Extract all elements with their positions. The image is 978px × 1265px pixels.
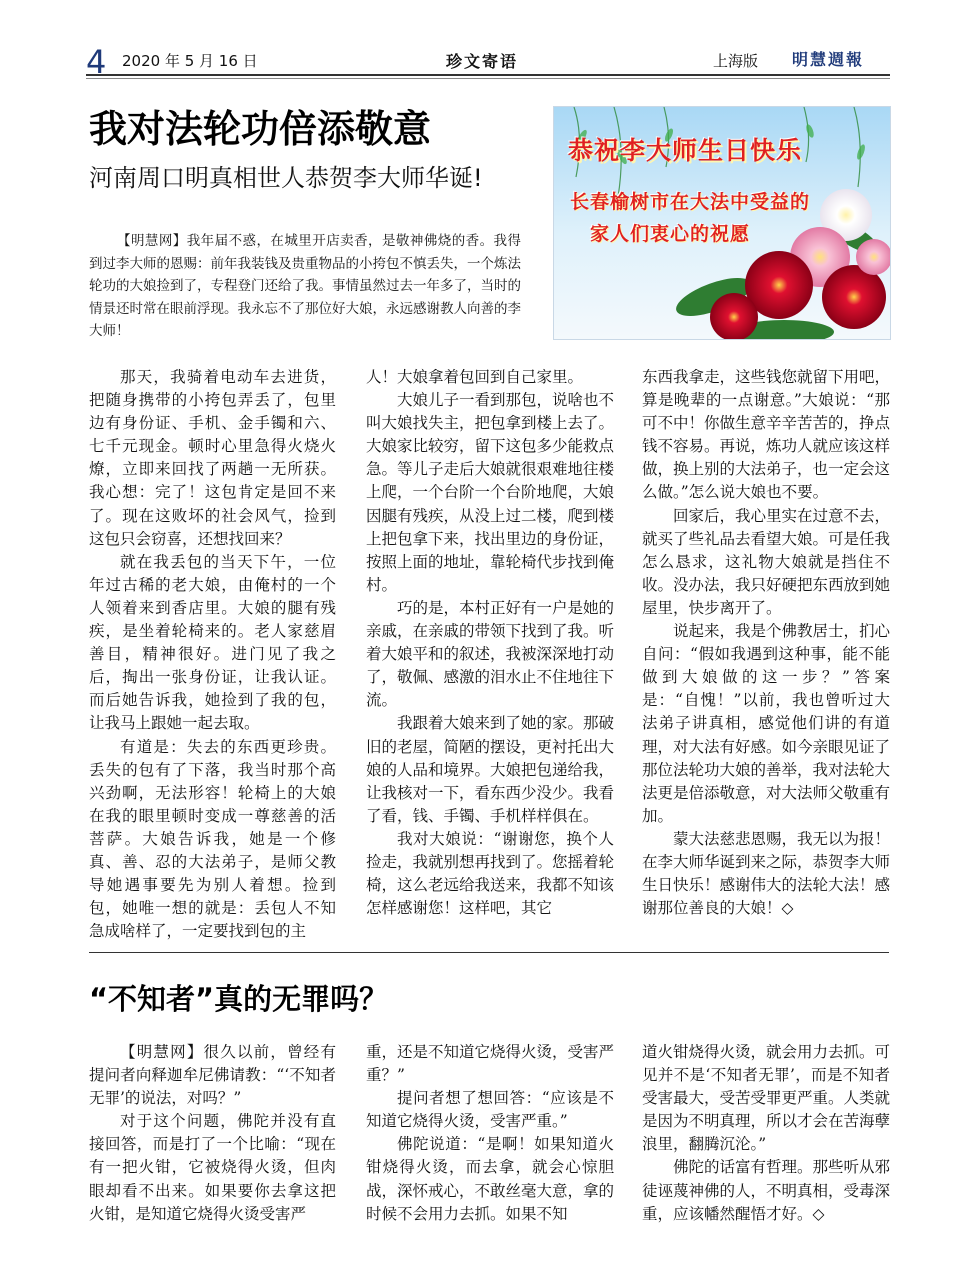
page-number: 4: [86, 43, 107, 81]
header-rule: [86, 74, 890, 76]
paragraph: 提问者想了想回答：“应该是不知道它烧得火烫，受害严重。”: [366, 1089, 614, 1131]
article1-column-1: [89, 366, 336, 943]
article2-column-2: [366, 1041, 614, 1226]
article2-column-3: [642, 1041, 890, 1226]
paragraph: 道火钳烧得火烫，就会用力去抓。可见并不是‘不知者无罪’，而是不知者受害最大，受苦受罪更严重。人类就是因为不明真理，所以才会在苦海孽浪里，翻腾沉沦。”: [642, 1043, 891, 1154]
paragraph: 对于这个问题，佛陀并没有直接回答，而是打了一个比喻：“现在有一把火钳，它被烧得火烫，但肉眼却看不出来。如果要你去拿这把火钳，是知道它烧得火烫受害严: [89, 1112, 336, 1223]
article-divider: [89, 952, 889, 953]
paragraph: 东西我拿走，这些钱您就留下用吧，算是晚辈的一点谢意。”大娘说：“那可不中！你做生意辛辛苦苦的，挣点钱不容易。再说，炼功人就应该这样做，换上别的大法弟子，也一定会这么做。”怎么说大娘也不要。: [642, 368, 891, 502]
paragraph: 蒙大法慈悲恩赐，我无以为报！在李大师华诞到来之际，恭贺李大师生日快乐！感谢伟大的法轮大法！感谢那位善良的大娘！◇: [642, 829, 891, 918]
article1-subtitle: 河南周口明真相世人恭贺李大师华诞!: [89, 164, 483, 192]
paragraph: 佛陀的话富有哲理。那些听从邪徒诬蔑神佛的人，不明真相，受毒深重，应该幡然醒悟才好。◇: [642, 1158, 891, 1223]
article1-column-3: [642, 366, 890, 920]
article1-intro: 【明慧网】我年届不惑，在城里开店卖香，是敬神佛烧的香。我得到过李大师的恩赐：前年我装钱及贵重物品的小挎包不慎丢失，一个炼法轮功的大娘捡到了，专程登门还给了我。事情虽然过去一年多了，当时的情景还时常在眼前浮现。我永忘不了那位好大娘，永远感谢教人向善的李大师！: [89, 233, 521, 339]
newspaper-brand: 明慧週報: [792, 50, 865, 69]
paragraph: 【明慧网】很久以前，曾经有提问者向释迦牟尼佛请教：“‘不知者无罪’的说法，对吗？”: [89, 1043, 336, 1108]
article2-column-1: [89, 1041, 336, 1226]
header-rule-thin: [86, 78, 890, 79]
paragraph: 我跟着大娘来到了她的家。那破旧的老屋，简陋的摆设，更衬托出大娘的人品和境界。大娘把包递给我，让我核对一下，看东西少没少。我看了看，钱、手镯、手机样样俱在。: [366, 714, 615, 825]
paragraph: 人！大娘拿着包回到自己家里。: [366, 368, 584, 386]
paragraph: 重，还是不知道它烧得火烫，受害严重？”: [366, 1043, 615, 1085]
paragraph: 大娘儿子一看到那包，说啥也不叫大娘找失主，把包拿到楼上去了。大娘家比较穷，留下这包多少能救点急。等儿子走后大娘就很艰难地往楼上爬，一个台阶一个台阶地爬，大娘因腿有残疾，从没上过二楼，爬到楼上把包拿下来，找出里边的身份证，按照上面的地址，靠轮椅代步找到俺村。: [366, 391, 615, 594]
paragraph: 就在我丢包的当天下午，一位年过古稀的老大娘，由俺村的一个人领着来到香店里。大娘的腿有残疾，是坐着轮椅来的。老人家慈眉善目，精神很好。进门见了我之后，掏出一张身份证，让我认证。而后她告诉我，她捡到了我的包，让我马上跟她一起去取。: [89, 552, 336, 733]
greeting-line-3: 家人们衷心的祝愿: [590, 223, 751, 245]
paragraph: 佛陀说道：“是啊！如果知道火钳烧得火烫，而去拿，就会心惊胆战，深怀戒心，不敢丝毫大意，拿的时候不会用力去抓。如果不知: [366, 1135, 615, 1223]
paragraph: 我对大娘说：“谢谢您，换个人捡走，我就别想再找到了。您摇着轮椅，这么老远给我送来，我都不知该怎样感谢您！这样吧，其它: [366, 829, 615, 918]
greeting-line-1: 恭祝李大师生日快乐: [568, 136, 803, 165]
paragraph: 巧的是，本村正好有一户是她的亲戚，在亲戚的带领下找到了我。听着大娘平和的叙述，我被深深地打动了，敬佩、感激的泪水止不住地往下流。: [366, 598, 615, 710]
paragraph: 回家后，我心里实在过意不去，就买了些礼品去看望大娘。可是任我怎么恳求，这礼物大娘就是挡住不收。没办法，我只好硬把东西放到她屋里，快步离开了。: [642, 506, 891, 617]
paragraph: 说起来，我是个佛教居士，扪心自问：“假如我遇到这种事，能不能做到大娘做的这一步？”答案是：“自愧！”以前，我也曾听过大法弟子讲真相，感觉他们讲的有道理，对大法有好感。如今亲眼见证了那位法轮功大娘的善举，我对法轮大法更是倍添敬意，对大法师父敬重有加。: [642, 622, 891, 825]
edition-label: 上海版: [713, 52, 759, 70]
birthday-greeting-image: [553, 106, 891, 340]
greeting-line-2: 长春榆树市在大法中受益的: [570, 191, 811, 213]
section-title: 珍文寄语: [446, 52, 519, 71]
issue-date: 2020 年 5 月 16 日: [122, 52, 258, 70]
article1-title: 我对法轮功倍添敬意: [89, 107, 432, 151]
paragraph: 有道是：失去的东西更珍贵。丢失的包有了下落，我当时那个高兴劲啊，无法形容！轮椅上的大娘在我的眼里顿时变成一尊慈善的活菩萨。大娘告诉我，她是一个修真、善、忍的大法弟子，是师父教导她遇事要先为别人着想。捡到包，她唯一想的就是：丢包人不知急成啥样了，一定要找到包的主: [89, 737, 336, 941]
article1-column-2: [366, 366, 614, 920]
paragraph: 那天，我骑着电动车去进货，把随身携带的小挎包弄丢了，包里边有身份证、手机、金手镯和六、七千元现金。顿时心里急得火烧火燎，立即来回找了两趟一无所获。我心想：完了！这包肯定是回不来了。现在这败坏的社会风气，捡到这包只会窃喜，还想找回来？: [89, 368, 336, 548]
article2-title: “不知者”真的无罪吗？: [89, 982, 389, 1016]
